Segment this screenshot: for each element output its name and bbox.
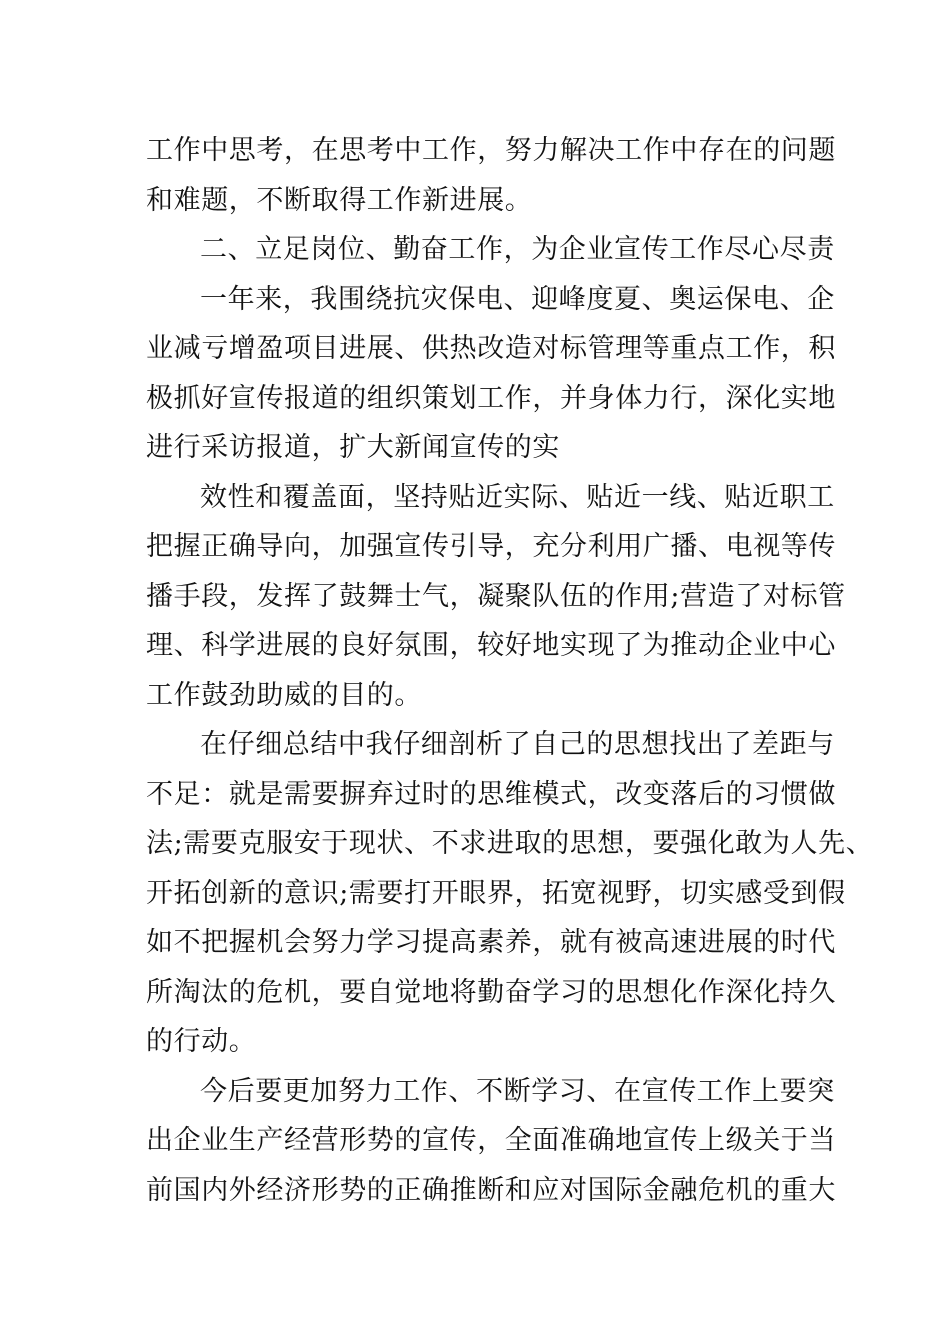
text-line: 的行动。 bbox=[146, 1026, 257, 1057]
text-line: 今后要更加努力工作、不断学习、在宣传工作上要突 bbox=[200, 1075, 835, 1107]
text-line: 工作鼓劲助威的目的。 bbox=[146, 679, 422, 711]
text-line: 和难题，不断取得工作新进展。 bbox=[146, 184, 533, 216]
text-line: 把握正确导向，加强宣传引导，充分利用广播、电视等传 bbox=[146, 531, 836, 562]
text-line: 进行采访报道，扩大新闻宣传的实 bbox=[146, 432, 560, 463]
text-line: 一年来，我围绕抗灾保电、迎峰度夏、奥运保电、企 bbox=[200, 283, 835, 315]
text-line: 如不把握机会努力学习提高素养，就有被高速进展的时代 bbox=[146, 927, 836, 958]
text-line: 在仔细总结中我仔细剖析了自己的思想找出了差距与 bbox=[200, 729, 835, 760]
text-line: 出企业生产经营形势的宣传，全面准确地宣传上级关于当 bbox=[146, 1125, 836, 1156]
text-line: 业减亏增盈项目进展、供热改造对标管理等重点工作，积 bbox=[146, 333, 836, 364]
text-line: 效性和覆盖面，坚持贴近实际、贴近一线、贴近职工 bbox=[200, 481, 835, 513]
section-heading: 二、立足岗位、勤奋工作，为企业宣传工作尽心尽责 bbox=[200, 234, 835, 265]
text-line: 理、科学进展的良好氛围，较好地实现了为推动企业中心 bbox=[146, 630, 836, 661]
text-line: 所淘汰的危机，要自觉地将勤奋学习的思想化作深化持久 bbox=[146, 976, 836, 1008]
text-line: 法;需要克服安于现状、不求进取的思想，要强化敢为人先、 bbox=[146, 828, 874, 859]
text-line: 前国内外经济形势的正确推断和应对国际金融危机的重大 bbox=[146, 1174, 836, 1206]
document-body bbox=[146, 126, 874, 1215]
text-line: 不足：就是需要摒弃过时的思维模式，改变落后的习惯做 bbox=[146, 778, 836, 810]
text-line: 开拓创新的意识;需要打开眼界，拓宽视野，切实感受到假 bbox=[146, 877, 846, 909]
text-line: 工作中思考，在思考中工作，努力解决工作中存在的问题 bbox=[146, 135, 836, 166]
text-line: 播手段，发挥了鼓舞士气，凝聚队伍的作用;营造了对标管 bbox=[146, 580, 846, 612]
text-line: 极抓好宣传报道的组织策划工作，并身体力行，深化实地 bbox=[146, 382, 836, 414]
